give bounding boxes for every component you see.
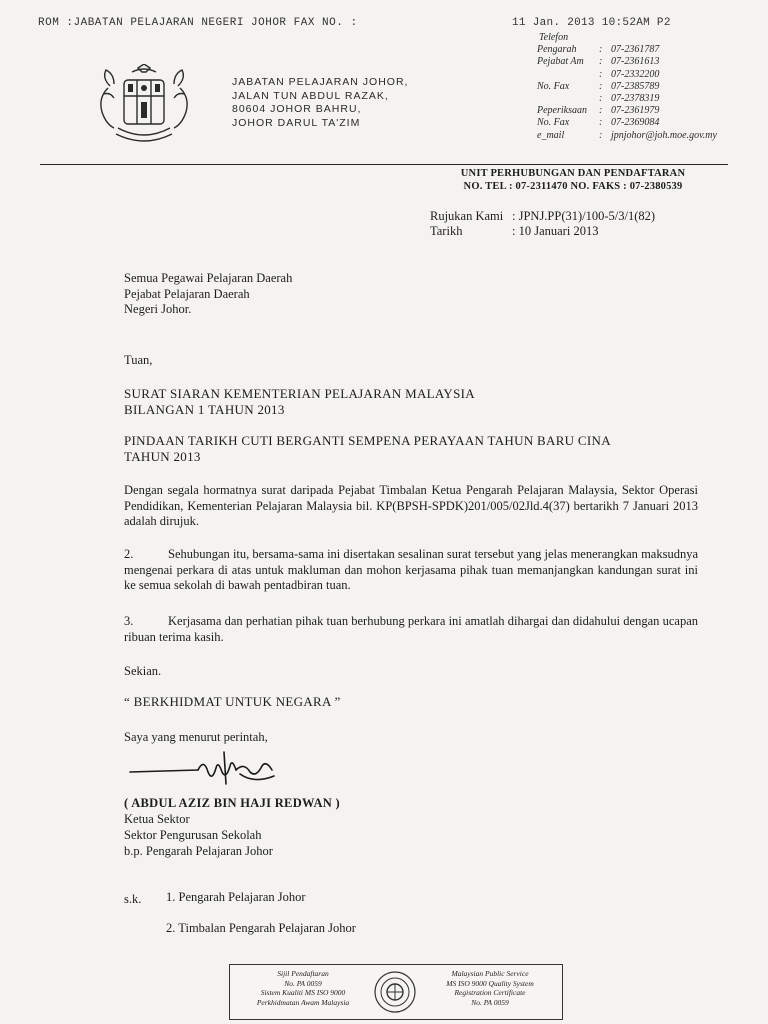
cc-item: 2. Timbalan Pengarah Pelajaran Johor bbox=[166, 921, 356, 935]
recipient-line: Semua Pegawai Pelajaran Daerah bbox=[124, 271, 293, 285]
signer-line: Sektor Pengurusan Sekolah bbox=[124, 828, 262, 842]
recipient-line: Negeri Johor. bbox=[124, 302, 192, 316]
footer-line: No. PA 0059 bbox=[471, 997, 509, 1007]
footer-line: Perkhidmatan Awam Malaysia bbox=[256, 997, 350, 1007]
reference-label: Rujukan Kami bbox=[430, 209, 504, 223]
contact-label bbox=[537, 93, 599, 105]
signer-line: Ketua Sektor bbox=[124, 812, 190, 826]
closing-phrase: Saya yang menurut perintah, bbox=[124, 730, 268, 744]
footer-line: Registration Certificate bbox=[454, 988, 526, 997]
closing-sekian: Sekian. bbox=[124, 664, 162, 678]
address-line: 80604 JOHOR BAHRU, bbox=[232, 103, 362, 115]
contact-row: : 07-2332200 bbox=[537, 69, 717, 81]
unit-name: UNIT PERHUBUNGAN DAN PENDAFTARAN bbox=[460, 168, 686, 179]
footer-line: No. PA 0059 bbox=[284, 978, 322, 988]
iso-certificate-footer bbox=[229, 964, 563, 1020]
signer-name: ( ABDUL AZIZ BIN HAJI REDWAN ) bbox=[124, 796, 340, 810]
paragraph-text: Sehubungan itu, bersama-sama ini disertakan sesalinan surat tersebut yang jelas menerangkan maksudnya mengenai perkara di atas untuk makluman dan mohon kerjasama pihak tuan memanjangkan kandungan surat ini ke semua sekolah di bawah pentadbiran tuan. bbox=[124, 547, 698, 592]
address-line: JALAN TUN ABDUL RAZAK, bbox=[232, 89, 389, 102]
contact-row: Pengarah : 07-2361787 bbox=[537, 44, 660, 56]
motto: “ BERKHIDMAT UNTUK NEGARA ” bbox=[124, 694, 341, 709]
contact-label: Pejabat Am bbox=[537, 56, 584, 68]
letter-title bbox=[124, 386, 698, 417]
reference-value: : JPNJ.PP(31)/100-5/3/1(82) bbox=[512, 209, 656, 223]
paragraph-number: 3. bbox=[124, 614, 134, 628]
address-line: JABATAN PELAJARAN JOHOR, bbox=[232, 76, 409, 88]
contact-value: 07-2332200 bbox=[611, 68, 660, 80]
coat-of-arms-logo bbox=[88, 64, 200, 148]
contact-value: 07-2361787 bbox=[611, 44, 660, 56]
fax-header-left: ROM :JABATAN PELAJARAN NEGERI JOHOR FAX NO. : bbox=[38, 17, 358, 29]
paragraph-2 bbox=[124, 547, 698, 594]
footer-left-text bbox=[236, 969, 370, 1007]
contact-row: Pejabat Am : 07-2361613 bbox=[537, 56, 660, 68]
contact-value: 07-2385789 bbox=[611, 80, 660, 92]
footer-right-text bbox=[424, 969, 556, 1007]
recipient-block bbox=[124, 271, 698, 318]
footer-line: Sistem Kualiti MS ISO 9000 bbox=[260, 988, 346, 997]
unit-block bbox=[428, 167, 718, 193]
footer-line: Malaysian Public Service bbox=[451, 969, 529, 978]
letter-subject bbox=[124, 433, 698, 464]
department-address bbox=[232, 76, 408, 130]
salutation: Tuan, bbox=[124, 353, 153, 367]
contact-label: Pengarah bbox=[537, 44, 577, 56]
cc-item: 1. Pengarah Pelajaran Johor bbox=[166, 890, 306, 904]
cc-label: s.k. bbox=[124, 892, 142, 906]
contact-value: 07-2361613 bbox=[611, 56, 660, 68]
title-line: BILANGAN 1 TAHUN 2013 bbox=[124, 401, 285, 417]
contact-label bbox=[537, 69, 599, 81]
contact-row: e_mail : jpnjohor@joh.moe.gov.my bbox=[537, 129, 717, 141]
paragraph-1: Dengan segala hormatnya surat daripada Pejabat Timbalan Ketua Pengarah Pelajaran Malaysia, Sektor Operasi Pendidikan, Kementerian Pelajaran Malaysia bil. KP(BPSH-SPDK)201/005/02Jld.4(37) bertarikh 7 Januari 2013 adalah dirujuk. bbox=[124, 483, 698, 528]
contact-row: Peperiksaan : 07-2361979 bbox=[537, 105, 660, 117]
contacts-heading: Telefon bbox=[539, 32, 569, 43]
contact-value: 07-2369084 bbox=[611, 117, 660, 129]
date-value: : 10 Januari 2013 bbox=[512, 224, 599, 238]
signer-position bbox=[124, 811, 698, 859]
signer-line: b.p. Pengarah Pelajaran Johor bbox=[124, 844, 273, 858]
reference-row bbox=[430, 209, 655, 224]
contact-label: e_mail bbox=[537, 129, 565, 141]
paragraph-text: Kerjasama dan perhatian pihak tuan berhubung perkara ini amatlah dihargai dan didahului dengan ucapan ribuan terima kasih. bbox=[124, 614, 698, 644]
contact-block bbox=[537, 32, 717, 142]
subject-line: TAHUN 2013 bbox=[124, 448, 201, 464]
paragraph-3 bbox=[124, 614, 698, 645]
contact-row: : 07-2378319 bbox=[537, 93, 717, 105]
unit-contact: NO. TEL : 07-2311470 NO. FAKS : 07-2380539 bbox=[463, 181, 683, 192]
contact-value: 07-2378319 bbox=[611, 93, 660, 105]
date-label: Tarikh bbox=[430, 224, 463, 238]
iso-seal-icon bbox=[372, 970, 418, 1014]
contact-label: Peperiksaan bbox=[537, 105, 587, 117]
contact-row: No. Fax : 07-2385789 bbox=[537, 80, 660, 92]
footer-line: Sijil Pendaftaran bbox=[277, 969, 329, 978]
contact-value: 07-2361979 bbox=[611, 105, 660, 117]
contact-label: No. Fax bbox=[537, 117, 570, 129]
contact-row: No. Fax : 07-2369084 bbox=[537, 117, 660, 129]
subject-line: PINDAAN TARIKH CUTI BERGANTI SEMPENA PERAYAAN TAHUN BARU CINA bbox=[124, 433, 611, 448]
title-line: SURAT SIARAN KEMENTERIAN PELAJARAN MALAYSIA bbox=[124, 386, 475, 401]
address-line: JOHOR DARUL TA'ZIM bbox=[232, 116, 361, 129]
recipient-line: Pejabat Pelajaran Daerah bbox=[124, 286, 250, 301]
contact-email: jpnjohor@joh.moe.gov.my bbox=[611, 129, 717, 141]
reference-block bbox=[430, 209, 655, 239]
footer-line: MS ISO 9000 Quality System bbox=[446, 978, 534, 988]
paragraph-number: 2. bbox=[124, 547, 134, 561]
letterhead-divider bbox=[40, 164, 728, 165]
fax-header-right: 11 Jan. 2013 10:52AM P2 bbox=[512, 17, 671, 29]
date-row bbox=[430, 224, 655, 239]
contact-label: No. Fax bbox=[537, 80, 570, 92]
handwritten-signature bbox=[128, 748, 288, 788]
